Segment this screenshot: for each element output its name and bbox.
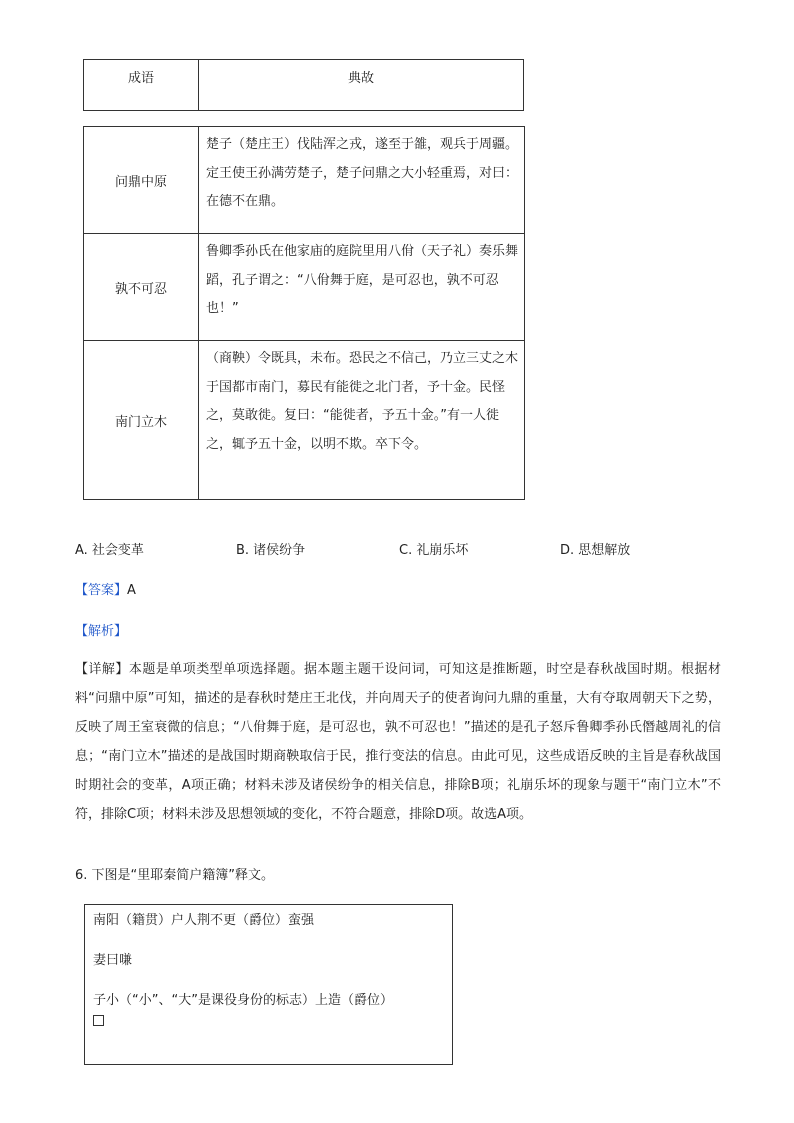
register-line-1: 南阳（籍贯）户人荆不更（爵位）蛮强: [93, 913, 315, 928]
table-row: [84, 234, 524, 341]
header-table: [83, 59, 524, 111]
explain-label: 【详解】: [75, 662, 129, 677]
square-icon: [93, 1015, 104, 1026]
answer-label: 【答案】: [75, 583, 128, 598]
question-6: 6. 下图是“里耶秦简户籍簿”释文。: [75, 868, 275, 883]
idiom-name: 问鼎中原: [84, 127, 199, 233]
option-b: B. 诸侯纷争: [236, 543, 306, 558]
answer-value: A: [127, 583, 136, 598]
register-box: [84, 904, 453, 1065]
table-row: [84, 127, 524, 234]
header-idiom: 成语: [84, 60, 199, 110]
idiom-name: 南门立木: [84, 341, 199, 499]
option-a: A. 社会变革: [75, 543, 144, 558]
header-story: 典故: [347, 71, 374, 86]
answer-line: [75, 579, 136, 598]
idiom-story: 鲁卿季孙氏在他家庙的庭院里用八佾（天子礼）奏乐舞蹈，孔子谓之：“八佾舞于庭，是可忍也，孰不可忍也！”: [206, 244, 519, 316]
idiom-table: [83, 126, 525, 500]
idiom-name: 孰不可忍: [84, 234, 199, 340]
register-line-2: 妻曰嗛: [93, 953, 133, 968]
explanation-paragraph: [75, 655, 721, 829]
idiom-story: （商鞅）令既具，未布。恐民之不信己，乃立三丈之木于国都市南门，募民有能徙之北门者，予十金。民怪之，莫敢徙。复曰：“能徙者，予五十金。”有一人徙之，辄予五十金，以明不欺。卒下令。: [206, 351, 519, 452]
analysis-label: [75, 620, 127, 639]
idiom-story: 楚子（楚庄王）伐陆浑之戎，遂至于雒，观兵于周疆。定王使王孙满劳楚子，楚子问鼎之大小轻重焉，对曰：在德不在鼎。: [206, 137, 519, 209]
option-c: C. 礼崩乐坏: [399, 543, 469, 558]
table-row: [84, 341, 524, 499]
analysis-label-text: 【解析】: [75, 624, 128, 639]
option-d: D. 思想解放: [560, 543, 631, 558]
register-line-3: 子小（“小”、“大”是课役身份的标志）上造（爵位）: [93, 993, 393, 1008]
explain-text: 本题是单项类型单项选择题。据本题主题干设问词，可知这是推断题，时空是春秋战国时期。根据材料“问鼎中原”可知，描述的是春秋时楚庄王北伐，并向周天子的使者询问九鼎的重量，大有夺取周朝天下之势，反映了周王室衰微的信息；“八佾舞于庭，是可忍也，孰不可忍也！”描述的是孔子怒斥鲁卿季孙氏僭越周礼的信息；“南门立木”描述的是战国时期商鞅取信于民，推行变法的信息。由此可见，这些成语反映的主旨是春秋战国时期社会的变革，A项正确；材料未涉及诸侯纷争的相关信息，排除B项；礼崩乐坏的现象与题干“南门立木”不符，排除C项；材料未涉及思想领域的变化，不符合题意，排除D项。故选A项。: [75, 662, 721, 822]
